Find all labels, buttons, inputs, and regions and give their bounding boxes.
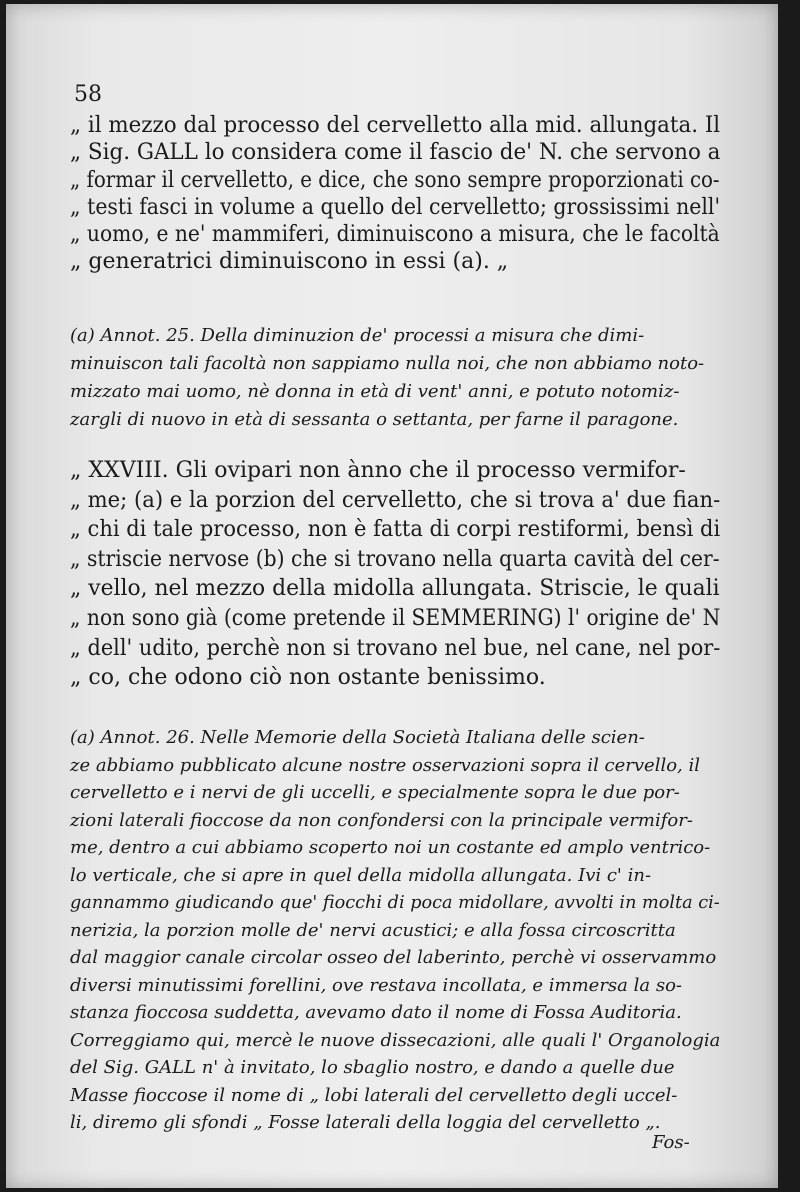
- note-line: cervelletto e i nervi de gli uccelli, e specialmente sopra le due por-: [70, 782, 680, 803]
- text-line: „ uomo, e ne' mammiferi, diminuiscono a misura, che le facoltà: [70, 222, 720, 248]
- text-line: „ chi di tale processo, non è fatta di corpi restiformi, bensì di: [70, 517, 721, 543]
- note-line: li, diremo gli sfondi „ Fosse laterali della loggia del cervelletto „.: [70, 1112, 661, 1133]
- page-number: 58: [74, 82, 102, 107]
- note-line: ze abbiamo pubblicato alcune nostre osservazioni sopra il cervello, il: [70, 754, 701, 776]
- note-line: zargli di nuovo in età di sessanta o settanta, per farne il paragone.: [70, 409, 679, 430]
- text-line: „ generatrici diminuiscono in essi (a). „: [70, 249, 509, 275]
- note-line: del Sig. GALL n' à invitato, lo sbaglio nostro, e dando a quelle due: [70, 1057, 675, 1078]
- note-line: dal maggior canale circolar osseo del laberinto, perchè vi osservammo: [70, 947, 717, 968]
- note-line: (a) Annot. 26. Nelle Memorie della Società Italiana delle scien-: [70, 727, 645, 748]
- footnote-annotation-25: [70, 322, 720, 434]
- note-line: Masse fioccose il nome di „ lobi laterali del cervelletto degli uccel-: [70, 1084, 678, 1106]
- text-line: „ formar il cervelletto, e dice, che sono sempre proporzionati co-: [70, 167, 720, 193]
- text-line: „ testi fasci in volume a quello del cervelletto; grossissimi nell': [70, 194, 721, 220]
- text-line: „ non sono già (come pretende il SEMMERING) l' origine de' N: [70, 605, 721, 631]
- note-line: minuiscon tali facoltà non sappiamo nulla noi, che non abbiamo noto-: [70, 353, 705, 374]
- text-line: „ me; (a) e la porzion del cervelletto, che si trova a' due fian-: [70, 487, 721, 513]
- text-line: „ co, che odono ciò non ostante benissimo.: [70, 665, 546, 691]
- text-line: „ Sig. GALL lo considera come il fascio de' N. che servono a: [70, 140, 721, 166]
- text-line: „ striscie nervose (b) che si trovano nella quarta cavità del cer-: [70, 546, 720, 572]
- note-line: zioni laterali fioccose da non confondersi con la principale vermifor-: [70, 809, 693, 831]
- main-text-section-xxviii: [70, 456, 720, 693]
- text-line: „ il mezzo dal processo del cervelletto alla mid. allungata. Il: [70, 113, 721, 138]
- footnote-annotation-26: [70, 724, 720, 1137]
- note-line: me, dentro a cui abbiamo scoperto noi un costante ed amplo ventrico-: [70, 837, 711, 858]
- note-line: stanza fioccosa suddetta, avevamo dato il nome di Fossa Auditoria.: [70, 1002, 682, 1023]
- text-line: „ dell' udito, perchè non si trovano nel bue, nel cane, nel por-: [70, 635, 721, 661]
- book-page: [6, 4, 778, 1188]
- catchword: Fos-: [652, 1132, 690, 1153]
- note-line: mizzato mai uomo, nè donna in età di vent' anni, e potuto notomiz-: [70, 381, 680, 402]
- note-line: gannammo giudicando que' fiocchi di poca midollare, avvolti in molta ci-: [70, 892, 720, 913]
- note-line: Correggiamo qui, mercè le nuove dissecazioni, alle quali l' Organologia: [70, 1029, 721, 1051]
- note-line: diversi minutissimi forellini, ove restava incollata, e immersa la so-: [70, 974, 682, 996]
- note-line: nerizia, la porzion molle de' nervi acustici; e alla fossa circoscritta: [70, 919, 676, 941]
- text-line: „ vello, nel mezzo della midolla allungata. Striscie, le quali: [70, 576, 720, 602]
- main-text-quotation: [70, 112, 720, 276]
- text-line: „ XXVIII. Gli ovipari non ànno che il processo vermifor-: [70, 458, 686, 483]
- note-line: (a) Annot. 25. Della diminuzion de' processi a misura che dimi-: [70, 325, 645, 346]
- note-line: lo verticale, che si apre in quel della midolla allungata. Ivi c' in-: [70, 864, 652, 886]
